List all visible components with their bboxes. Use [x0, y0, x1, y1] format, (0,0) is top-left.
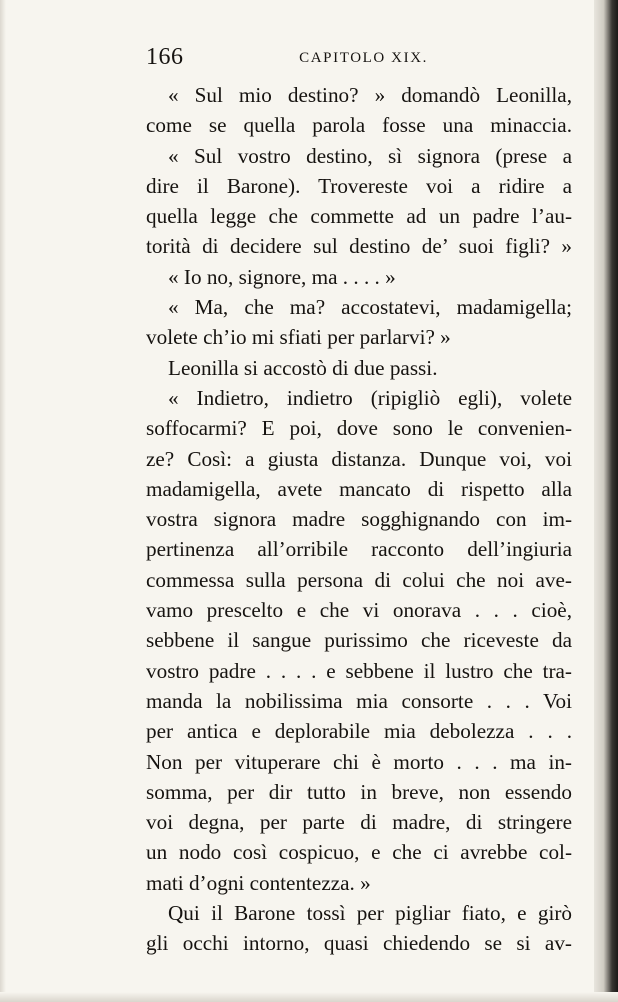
body-text — [146, 80, 572, 959]
text-line: voi degna, per parte di madre, di stringere — [146, 810, 572, 835]
text-line: Qui il Barone tossì per pigliar fiato, e girò — [168, 901, 572, 926]
text-line: sebbene il sangue purissimo che riceveste da — [146, 628, 572, 653]
scan-edge-bottom — [0, 992, 618, 1002]
text-line: vostra signora madre sogghignando con im- — [146, 507, 572, 532]
text-line: soffocarmi? E poi, dove sono le convenien- — [146, 416, 572, 441]
text-line: « Ma, che ma? accostatevi, madamigella; — [168, 295, 572, 320]
text-line: « Sul vostro destino, sì signora (prese a — [168, 143, 572, 168]
running-header — [146, 44, 428, 74]
text-line: « Sul mio destino? » domandò Leonilla, — [168, 83, 572, 107]
scan-edge-left — [0, 0, 6, 1002]
text-line: un nodo così cospicuo, e che ci avrebbe col- — [146, 840, 572, 865]
text-line: commessa sulla persona di colui che noi ave- — [146, 567, 572, 592]
text-line: Non per vituperare chi è morto . . . ma in- — [146, 749, 572, 774]
text-line: manda la nobilissima mia consorte . . . Voi — [146, 688, 572, 713]
text-line: ze? Così: a giusta distanza. Dunque voi, voi — [146, 446, 572, 471]
text-line: torità di decidere sul destino de’ suoi figli? » — [146, 234, 572, 259]
text-line: quella legge che commette ad un padre l’au- — [146, 204, 572, 229]
text-line: per antica e deplorabile mia debolezza . . . — [146, 719, 572, 744]
text-line: somma, per dir tutto in breve, non essendo — [146, 779, 572, 804]
chapter-title: CAPITOLO XIX. — [299, 50, 428, 66]
text-line: « Indietro, indietro (ripigliò egli), volete — [168, 385, 572, 410]
text-line: gli occhi intorno, quasi chiedendo se si av- — [146, 931, 572, 956]
text-line: mati d’ogni contentezza. » — [146, 870, 371, 895]
scan-edge-right — [594, 0, 618, 1002]
text-line: vostro padre . . . . e sebbene il lustro che tra- — [146, 658, 572, 683]
text-line: pertinenza all’orribile racconto dell’ingiuria — [146, 537, 572, 562]
text-line: madamigella, avete mancato di rispetto alla — [146, 476, 572, 501]
text-line: dire il Barone). Trovereste voi a ridire a — [146, 173, 572, 198]
page-number: 166 — [146, 44, 184, 70]
text-line: come se quella parola fosse una minaccia. — [146, 113, 572, 138]
text-line: vamo prescelto e che vi onorava . . . cioè, — [146, 598, 572, 623]
text-line: « Io no, signore, ma . . . . » — [168, 264, 396, 289]
text-line: Leonilla si accostò di due passi. — [168, 355, 438, 380]
text-line: volete ch’io mi sfiati per parlarvi? » — [146, 325, 451, 350]
